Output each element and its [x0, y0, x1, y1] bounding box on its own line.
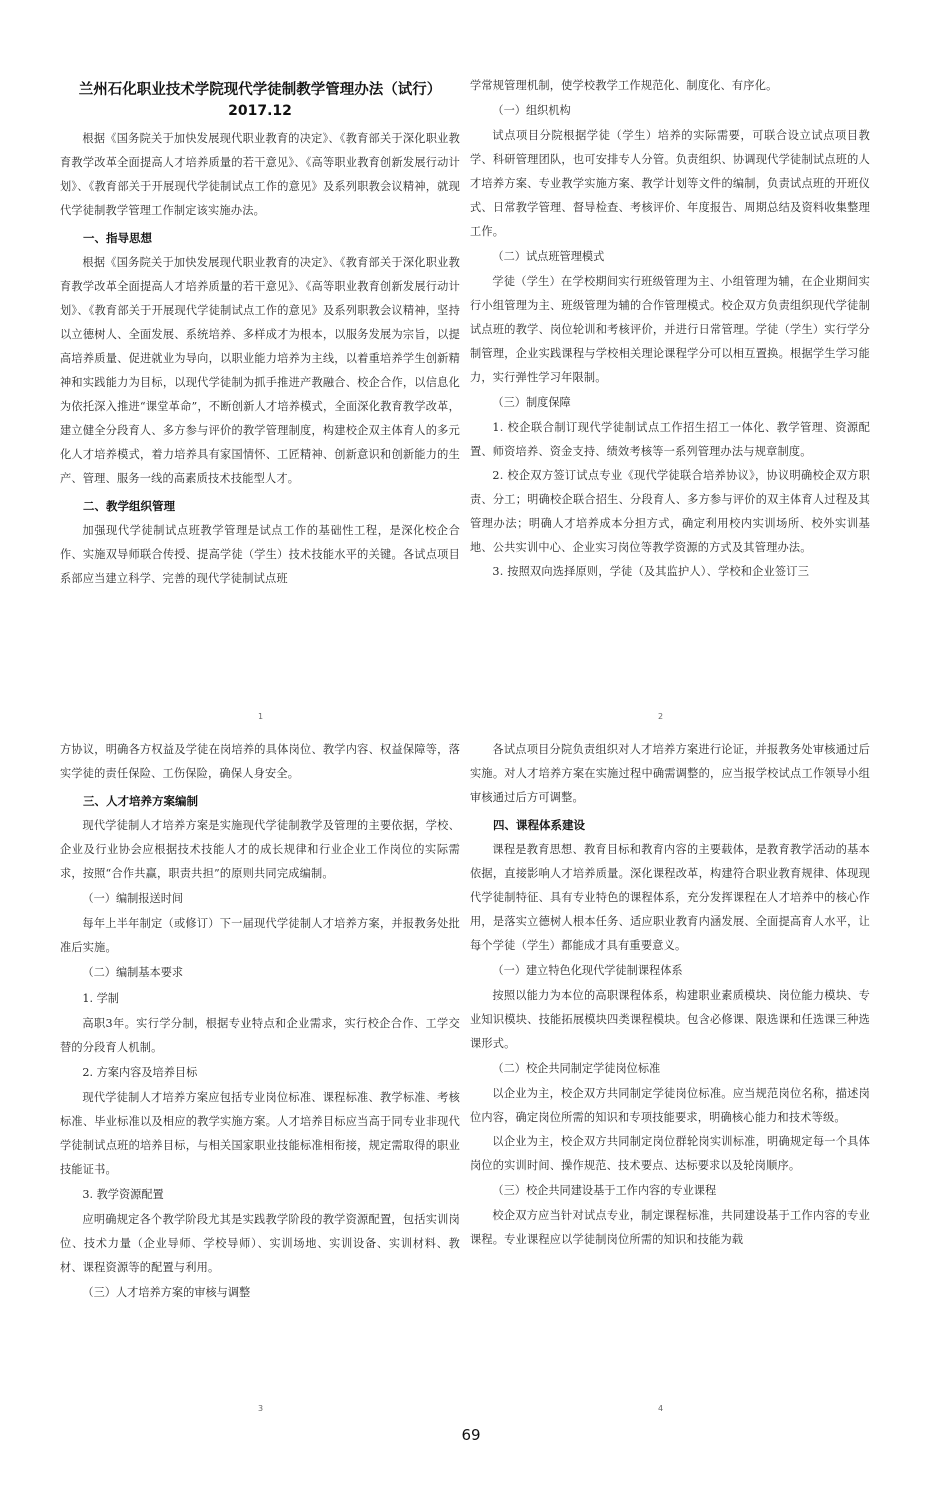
- subheading: （一）建立特色化现代学徒制课程体系: [492, 964, 683, 977]
- page-number: 3: [258, 1404, 264, 1413]
- subheading: （三）制度保障: [492, 396, 571, 409]
- page-number: 4: [658, 1404, 664, 1413]
- paragraph: 试点项目分院根据学徒（学生）培养的实际需要，可联合设立试点项目教学、科研管理团队，也可安排专人分管。负责组织、协调现代学徒制试点班的人才培养方案、专业教学实施方案、教学计划等文件的编制，负责试点班的开班仪式、日常教学管理、督导检查、考核评价、年度报告、周期总结及资料收集整理工作。: [470, 129, 870, 238]
- paragraph: 现代学徒制人才培养方案是实施现代学徒制教学及管理的主要依据，学校、企业及行业协会应根据技术技能人才的成长规律和行业企业工作岗位的实际需求，按照“合作共赢，职责共担”的原则共同完成编制。: [60, 819, 460, 880]
- numbered-item: 3. 教学资源配置: [82, 1188, 164, 1201]
- document-title: 兰州石化职业技术学院现代学徒制教学管理办法（试行）: [78, 82, 442, 98]
- numbered-item: 1. 学制: [82, 992, 119, 1005]
- paragraph: 根据《国务院关于加快发展现代职业教育的决定》、《教育部关于深化职业教育教学改革全面提高人才培养质量的若干意见》、《高等职业教育创新发展行动计划》、《教育部关于开展现代学徒制试点工作的意见》及系列职教会议精神，坚持以立德树人、全面发展、系统培养、多样成才为根本，以服务发展为宗旨，以提高培养质量、促进就业为导向，以职业能力培养为主线，以着重培养学生创新精神和实践能力为目标，以现代学徒制为抓手推进产教融合、校企合作，以信息化为依托深入推进“课堂革命”，不断创新人才培养模式，全面深化教育教学改革，建立健全分段育人、多方参与评价的教学管理制度，构建校企双主体育人的多元化人才培养模式，着力培养具有家国情怀、工匠精神、创新意识和创新能力的生产、管理、服务一线的高素质技术技能型人才。: [60, 256, 460, 485]
- subheading: （二）编制基本要求: [82, 966, 184, 979]
- document-page-4: [470, 738, 870, 1398]
- subheading: （二）试点班管理模式: [492, 250, 605, 263]
- paragraph: 高职3年。实行学分制，根据专业特点和企业需求，实行校企合作、工学交替的分段育人机制。: [60, 1017, 460, 1054]
- section-heading-training-plan: 三、人才培养方案编制: [83, 794, 198, 808]
- subheading: （三）人才培养方案的审核与调整: [82, 1286, 251, 1299]
- document-page-1: [60, 74, 460, 734]
- paragraph: 校企双方应当针对试点专业，制定课程标准，共同建设基于工作内容的专业课程。专业课程应以学徒制岗位所需的知识和技能为载: [470, 1209, 870, 1246]
- subheading: （一）编制报送时间: [82, 892, 184, 905]
- document-date: 2017.12: [228, 103, 292, 119]
- paragraph: 各试点项目分院负责组织对人才培养方案进行论证，并报教务处审核通过后实施。对人才培养方案在实施过程中确需调整的，应当报学校试点工作领导小组审核通过后方可调整。: [470, 743, 870, 804]
- paragraph: 每年上半年制定（或修订）下一届现代学徒制人才培养方案，并报教务处批准后实施。: [60, 917, 460, 954]
- paragraph: 3. 按照双向选择原则，学徒（及其监护人）、学校和企业签订三: [492, 565, 810, 578]
- paragraph: 学常规管理机制，使学校教学工作规范化、制度化、有序化。: [470, 79, 778, 92]
- document-page-3: [60, 738, 460, 1398]
- subheading: （二）校企共同制定学徒岗位标准: [492, 1062, 661, 1075]
- page-number: 1: [258, 712, 264, 721]
- page-number: 2: [658, 712, 664, 721]
- paragraph: 方协议，明确各方权益及学徒在岗培养的具体岗位、教学内容、权益保障等，落实学徒的责任保险、工伤保险，确保人身安全。: [60, 743, 460, 780]
- numbered-item: 2. 方案内容及培养目标: [82, 1066, 198, 1079]
- sheet-page-number: 69: [461, 1426, 481, 1444]
- paragraph: 以企业为主，校企双方共同制定岗位群轮岗实训标准，明确规定每一个具体岗位的实训时间、操作规范、技术要点、达标要求以及轮岗顺序。: [470, 1135, 870, 1172]
- paragraph: 按照以能力为本位的高职课程体系，构建职业素质模块、岗位能力模块、专业知识模块、技能拓展模块四类课程模块。包含必修课、限选课和任选课三种选课形式。: [470, 989, 870, 1050]
- section-heading-guiding: 一、指导思想: [83, 231, 152, 245]
- paragraph: 学徒（学生）在学校期间实行班级管理为主、小组管理为辅，在企业期间实行小组管理为主、班级管理为辅的合作管理模式。校企双方负责组织现代学徒制试点班的教学、岗位轮训和考核评价，并进行日常管理。学徒（学生）实行学分制管理，企业实践课程与学校相关理论课程学分可以相互置换。根据学生学习能力，实行弹性学习年限制。: [470, 275, 870, 384]
- paragraph: 课程是教育思想、教育目标和教育内容的主要载体，是教育教学活动的基本依据，直接影响人才培养质量。深化课程改革，构建符合职业教育规律、体现现代学徒制特征、具有专业特色的课程体系，充分发挥课程在人才培养中的核心作用，是落实立德树人根本任务、适应职业教育内涵发展、全面提高育人水平，让每个学徒（学生）都能成才具有重要意义。: [470, 843, 870, 952]
- paragraph: 1. 校企联合制订现代学徒制试点工作招生招工一体化、教学管理、资源配置、师资培养、资金支持、绩效考核等一系列管理办法与规章制度。: [470, 421, 870, 458]
- section-heading-curriculum: 四、课程体系建设: [493, 818, 585, 832]
- paragraph: 应明确规定各个教学阶段尤其是实践教学阶段的教学资源配置，包括实训岗位、技术力量（企业导师、学校导师）、实训场地、实训设备、实训材料、教材、课程资源等的配置与利用。: [60, 1213, 460, 1274]
- paragraph: 加强现代学徒制试点班教学管理是试点工作的基础性工程，是深化校企合作、实施双导师联合传授、提高学徒（学生）技术技能水平的关键。各试点项目系部应当建立科学、完善的现代学徒制试点班: [60, 524, 460, 585]
- paragraph: 以企业为主，校企双方共同制定学徒岗位标准。应当规范岗位名称，描述岗位内容，确定岗位所需的知识和专项技能要求，明确核心能力和技术等级。: [470, 1087, 870, 1124]
- intro-paragraph: 根据《国务院关于加快发展现代职业教育的决定》、《教育部关于深化职业教育教学改革全面提高人才培养质量的若干意见》、《高等职业教育创新发展行动计划》、《教育部关于开展现代学徒制试点工作的意见》及系列职教会议精神，就现代学徒制教学管理工作制定该实施办法。: [60, 132, 460, 217]
- paragraph: 2. 校企双方签订试点专业《现代学徒联合培养协议》，协议明确校企双方职责、分工；明确校企联合招生、分段育人、多方参与评价的双主体育人过程及其管理办法；明确人才培养成本分担方式，确定利用校内实训场所、校外实训基地、公共实训中心、企业实习岗位等教学资源的方式及其管理办法。: [470, 469, 870, 554]
- section-heading-organization: 二、教学组织管理: [83, 499, 175, 513]
- subheading: （三）校企共同建设基于工作内容的专业课程: [492, 1184, 717, 1197]
- subheading: （一）组织机构: [492, 104, 571, 117]
- document-page-2: [470, 74, 870, 734]
- paragraph: 现代学徒制人才培养方案应包括专业岗位标准、课程标准、教学标准、考核标准、毕业标准以及相应的教学实施方案。人才培养目标应当高于同专业非现代学徒制试点班的培养目标，与相关国家职业技能标准相衔接，规定需取得的职业技能证书。: [60, 1091, 460, 1176]
